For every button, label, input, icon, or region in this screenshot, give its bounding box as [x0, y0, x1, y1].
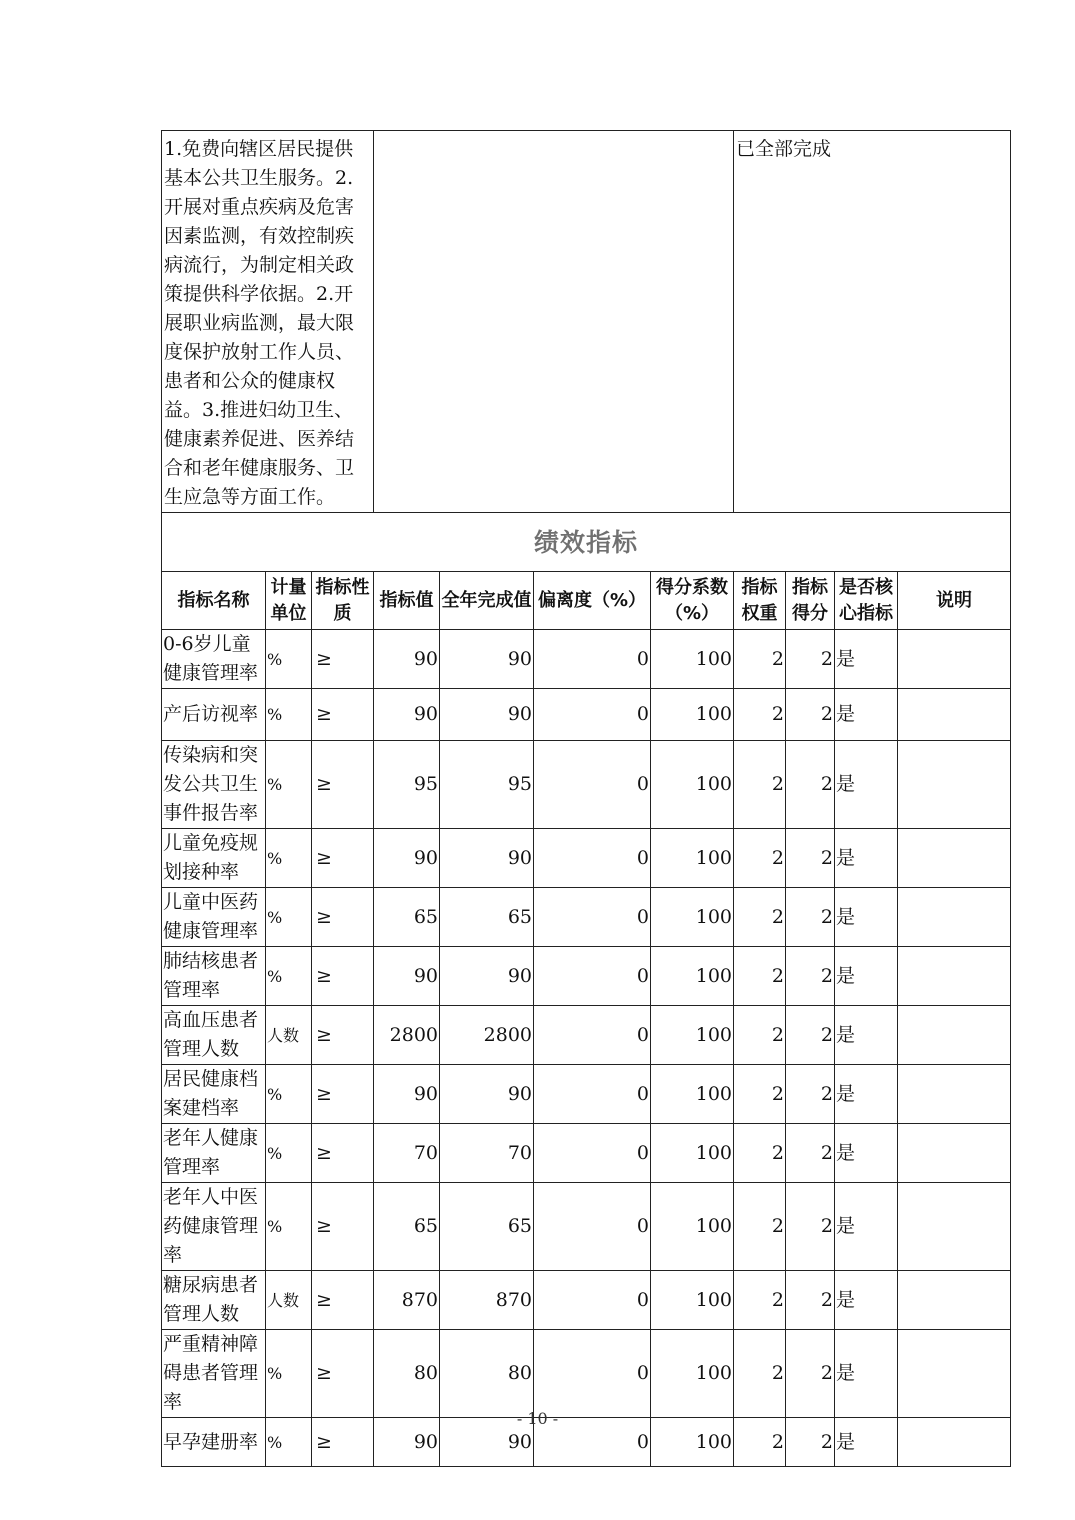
- table-cell-actual: 870: [440, 1271, 534, 1330]
- table-cell-weight: 2: [734, 1330, 786, 1418]
- table-cell-target: 2800: [374, 1006, 440, 1065]
- table-cell-target: 65: [374, 888, 440, 947]
- table-cell-coefficient: 100: [651, 630, 734, 689]
- table-cell-coefficient: 100: [651, 1124, 734, 1183]
- table-cell-target: 90: [374, 829, 440, 888]
- table-cell-name: 老年人中医药健康管理率: [162, 1183, 266, 1271]
- table-cell-score: 2: [786, 1124, 835, 1183]
- table-cell-target: 870: [374, 1271, 440, 1330]
- table-cell-note: [898, 829, 1011, 888]
- table-cell-actual: 95: [440, 741, 534, 829]
- table-cell-target: 90: [374, 947, 440, 1006]
- table-cell-actual: 80: [440, 1330, 534, 1418]
- table-cell-note: [898, 741, 1011, 829]
- table-cell-nature: ≥: [312, 741, 374, 829]
- table-cell-name: 居民健康档案建档率: [162, 1065, 266, 1124]
- goal-text: 1.免费向辖区居民提供基本公共卫生服务。2.开展对重点疾病及危害因素监测，有效控制疾病流行，为制定相关政策提供科学依据。2.开展职业病监测，最大限度保护放射工作人员、患者和公众的健康权益。3.推进妇幼卫生、健康素养促进、医养结合和老年健康服务、卫生应急等方面工作。: [162, 131, 374, 513]
- table-cell-weight: 2: [734, 1006, 786, 1065]
- table-cell-unit: %: [266, 689, 312, 741]
- col-header: 指标权重: [734, 572, 786, 630]
- goal-blank-cell: [374, 131, 734, 513]
- table-cell-weight: 2: [734, 888, 786, 947]
- goal-row: [162, 131, 1011, 513]
- table-row: [162, 1006, 1011, 1065]
- performance-table: [161, 130, 1011, 1467]
- table-cell-score: 2: [786, 1006, 835, 1065]
- table-cell-score: 2: [786, 888, 835, 947]
- table-cell-score: 2: [786, 630, 835, 689]
- table-cell-actual: 90: [440, 630, 534, 689]
- table-cell-weight: 2: [734, 630, 786, 689]
- table-cell-core: 是: [835, 1065, 898, 1124]
- table-cell-weight: 2: [734, 689, 786, 741]
- table-cell-unit: %: [266, 741, 312, 829]
- col-header: 计量单位: [266, 572, 312, 630]
- table-cell-score: 2: [786, 829, 835, 888]
- table-cell-actual: 70: [440, 1124, 534, 1183]
- table-cell-deviation: 0: [534, 1418, 651, 1467]
- table-cell-nature: ≥: [312, 888, 374, 947]
- table-cell-unit: %: [266, 1183, 312, 1271]
- table-row: [162, 829, 1011, 888]
- table-cell-name: 传染病和突发公共卫生事件报告率: [162, 741, 266, 829]
- table-cell-score: 2: [786, 1065, 835, 1124]
- table-cell-actual: 90: [440, 947, 534, 1006]
- table-cell-target: 65: [374, 1183, 440, 1271]
- table-cell-coefficient: 100: [651, 1183, 734, 1271]
- table-row: [162, 1330, 1011, 1418]
- table-row: [162, 741, 1011, 829]
- table-cell-note: [898, 630, 1011, 689]
- table-row: [162, 1183, 1011, 1271]
- table-cell-core: 是: [835, 1006, 898, 1065]
- table-cell-weight: 2: [734, 1065, 786, 1124]
- table-cell-target: 80: [374, 1330, 440, 1418]
- table-cell-weight: 2: [734, 1183, 786, 1271]
- table-row: [162, 888, 1011, 947]
- table-cell-nature: ≥: [312, 1006, 374, 1065]
- table-cell-note: [898, 1183, 1011, 1271]
- col-header: 得分系数（%）: [651, 572, 734, 630]
- table-cell-name: 严重精神障碍患者管理率: [162, 1330, 266, 1418]
- table-cell-target: 90: [374, 689, 440, 741]
- table-cell-score: 2: [786, 689, 835, 741]
- table-cell-actual: 90: [440, 1065, 534, 1124]
- table-cell-deviation: 0: [534, 1330, 651, 1418]
- table-cell-name: 糖尿病患者管理人数: [162, 1271, 266, 1330]
- table-cell-name: 儿童中医药健康管理率: [162, 888, 266, 947]
- table-cell-core: 是: [835, 1330, 898, 1418]
- table-cell-note: [898, 947, 1011, 1006]
- table-cell-actual: 90: [440, 1418, 534, 1467]
- table-cell-weight: 2: [734, 947, 786, 1006]
- table-cell-coefficient: 100: [651, 888, 734, 947]
- table-cell-target: 70: [374, 1124, 440, 1183]
- table-cell-score: 2: [786, 1183, 835, 1271]
- table-cell-note: [898, 1271, 1011, 1330]
- table-cell-target: 90: [374, 630, 440, 689]
- table-cell-coefficient: 100: [651, 829, 734, 888]
- table-cell-actual: 90: [440, 689, 534, 741]
- table-cell-target: 90: [374, 1065, 440, 1124]
- table-cell-deviation: 0: [534, 1065, 651, 1124]
- col-header: 指标性质: [312, 572, 374, 630]
- table-cell-core: 是: [835, 689, 898, 741]
- table-cell-nature: ≥: [312, 689, 374, 741]
- col-header: 说明: [898, 572, 1011, 630]
- table-cell-deviation: 0: [534, 630, 651, 689]
- table-cell-score: 2: [786, 1330, 835, 1418]
- table-cell-coefficient: 100: [651, 1330, 734, 1418]
- table-cell-deviation: 0: [534, 741, 651, 829]
- table-cell-deviation: 0: [534, 689, 651, 741]
- table-row: [162, 1065, 1011, 1124]
- table-cell-nature: ≥: [312, 947, 374, 1006]
- table-cell-unit: %: [266, 630, 312, 689]
- table-cell-actual: 65: [440, 1183, 534, 1271]
- table-cell-core: 是: [835, 829, 898, 888]
- table-cell-name: 老年人健康管理率: [162, 1124, 266, 1183]
- table-cell-note: [898, 888, 1011, 947]
- section-title: 绩效指标: [162, 513, 1011, 572]
- table-cell-weight: 2: [734, 829, 786, 888]
- table-cell-name: 产后访视率: [162, 689, 266, 741]
- table-cell-nature: ≥: [312, 1183, 374, 1271]
- table-cell-unit: 人数: [266, 1006, 312, 1065]
- table-cell-unit: %: [266, 1418, 312, 1467]
- table-cell-nature: ≥: [312, 1124, 374, 1183]
- table-cell-unit: 人数: [266, 1271, 312, 1330]
- table-cell-coefficient: 100: [651, 689, 734, 741]
- table-cell-deviation: 0: [534, 1006, 651, 1065]
- table-cell-core: 是: [835, 1124, 898, 1183]
- table-cell-nature: ≥: [312, 1418, 374, 1467]
- section-row: [162, 513, 1011, 572]
- table-cell-unit: %: [266, 947, 312, 1006]
- table-cell-name: 早孕建册率: [162, 1418, 266, 1467]
- col-header: 是否核心指标: [835, 572, 898, 630]
- table-cell-coefficient: 100: [651, 1271, 734, 1330]
- col-header: 全年完成值: [440, 572, 534, 630]
- table-cell-core: 是: [835, 1271, 898, 1330]
- table-cell-core: 是: [835, 888, 898, 947]
- completion-text: 已全部完成: [734, 131, 1011, 513]
- table-cell-deviation: 0: [534, 888, 651, 947]
- table-cell-nature: ≥: [312, 829, 374, 888]
- table-cell-core: 是: [835, 741, 898, 829]
- table-row: [162, 1124, 1011, 1183]
- table-cell-deviation: 0: [534, 1124, 651, 1183]
- table-cell-core: 是: [835, 1418, 898, 1467]
- table-cell-note: [898, 1124, 1011, 1183]
- table-cell-note: [898, 1065, 1011, 1124]
- table-cell-coefficient: 100: [651, 1065, 734, 1124]
- table-cell-unit: %: [266, 1330, 312, 1418]
- table-cell-nature: ≥: [312, 1271, 374, 1330]
- page-number: - 10 -: [516, 1409, 559, 1428]
- table-cell-score: 2: [786, 947, 835, 1006]
- table-cell-core: 是: [835, 947, 898, 1006]
- table-cell-note: [898, 1006, 1011, 1065]
- table-cell-score: 2: [786, 1271, 835, 1330]
- table-cell-coefficient: 100: [651, 741, 734, 829]
- table-row: [162, 630, 1011, 689]
- col-header: 指标得分: [786, 572, 835, 630]
- table-cell-name: 0-6岁儿童健康管理率: [162, 630, 266, 689]
- table-cell-nature: ≥: [312, 630, 374, 689]
- table-cell-unit: %: [266, 888, 312, 947]
- table-cell-note: [898, 689, 1011, 741]
- table-cell-name: 高血压患者管理人数: [162, 1006, 266, 1065]
- table-cell-weight: 2: [734, 1271, 786, 1330]
- table-cell-note: [898, 1330, 1011, 1418]
- table-cell-actual: 65: [440, 888, 534, 947]
- table-cell-weight: 2: [734, 1418, 786, 1467]
- table-cell-coefficient: 100: [651, 947, 734, 1006]
- table-row: [162, 689, 1011, 741]
- header-row: [162, 572, 1011, 630]
- table-cell-coefficient: 100: [651, 1006, 734, 1065]
- table-cell-weight: 2: [734, 741, 786, 829]
- table-cell-name: 儿童免疫规划接种率: [162, 829, 266, 888]
- table-cell-weight: 2: [734, 1124, 786, 1183]
- table-cell-deviation: 0: [534, 1183, 651, 1271]
- table-cell-score: 2: [786, 1418, 835, 1467]
- table-cell-deviation: 0: [534, 947, 651, 1006]
- table-row: [162, 947, 1011, 1006]
- col-header: 偏离度（%）: [534, 572, 651, 630]
- table-cell-core: 是: [835, 1183, 898, 1271]
- table-cell-core: 是: [835, 630, 898, 689]
- col-header: 指标值: [374, 572, 440, 630]
- table-cell-nature: ≥: [312, 1330, 374, 1418]
- table-cell-name: 肺结核患者管理率: [162, 947, 266, 1006]
- table-cell-unit: %: [266, 1065, 312, 1124]
- table-cell-deviation: 0: [534, 829, 651, 888]
- table-cell-target: 90: [374, 1418, 440, 1467]
- table-cell-score: 2: [786, 741, 835, 829]
- table-cell-unit: %: [266, 829, 312, 888]
- table-row: [162, 1271, 1011, 1330]
- table-cell-target: 95: [374, 741, 440, 829]
- table-cell-actual: 2800: [440, 1006, 534, 1065]
- col-header: 指标名称: [162, 572, 266, 630]
- table-cell-unit: %: [266, 1124, 312, 1183]
- table-cell-actual: 90: [440, 829, 534, 888]
- table-cell-deviation: 0: [534, 1271, 651, 1330]
- table-cell-nature: ≥: [312, 1065, 374, 1124]
- table-cell-coefficient: 100: [651, 1418, 734, 1467]
